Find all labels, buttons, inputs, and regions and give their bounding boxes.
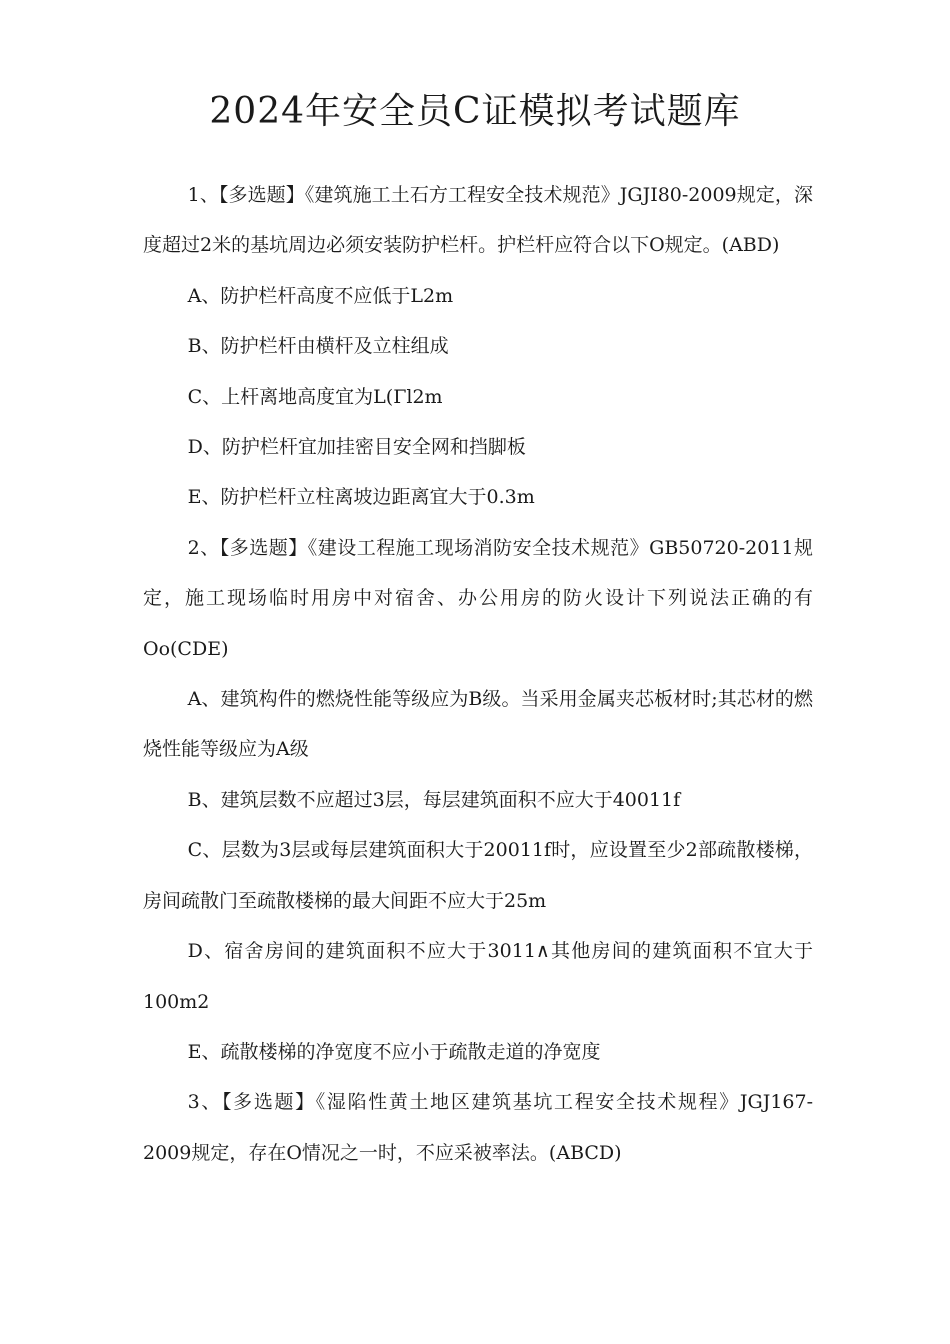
- document-body: [143, 170, 813, 1178]
- question-1-stem: 1、【多选题】《建筑施工土石方工程安全技术规范》JGJI80-2009规定，深度超过2米的基坑周边必须安装防护栏杆。护栏杆应符合以下O规定。(ABD): [143, 184, 813, 257]
- question-1-option-e: E、防护栏杆立柱离坡边距离宜大于0.3m: [187, 486, 535, 509]
- question-2-stem: 2、【多选题】《建设工程施工现场消防安全技术规范》GB50720-2011规定，施工现场临时用房中对宿舍、办公用房的防火设计下列说法正确的有Oo(CDE): [143, 536, 813, 660]
- question-2-option-c: C、层数为3层或每层建筑面积大于20011f时，应设置至少2部疏散楼梯，房间疏散门至疏散楼梯的最大间距不应大于25m: [143, 839, 813, 912]
- question-1-option-b: B、防护栏杆由横杆及立柱组成: [187, 335, 449, 358]
- question-1-option-d: D、防护栏杆宜加挂密目安全网和挡脚板: [187, 436, 526, 459]
- question-2-option-a: A、建筑构件的燃烧性能等级应为B级。当采用金属夹芯板材时;其芯材的燃烧性能等级应为A级: [143, 688, 813, 761]
- question-2-option-e: E、疏散楼梯的净宽度不应小于疏散走道的净宽度: [187, 1040, 601, 1063]
- question-2-option-b: B、建筑层数不应超过3层，每层建筑面积不应大于40011f: [187, 788, 681, 811]
- question-2-option-d: D、宿舍房间的建筑面积不应大于3011∧其他房间的建筑面积不宜大于100m2: [143, 940, 813, 1013]
- question-1-option-c: C、上杆离地高度宜为L(Γl2m: [187, 385, 443, 408]
- question-3-stem: 3、【多选题】《湿陷性黄土地区建筑基坑工程安全技术规程》JGJ167-2009规定，存在O情况之一时，不应采被率法。(ABCD): [143, 1091, 813, 1164]
- question-1-option-a: A、防护栏杆高度不应低于L2m: [187, 284, 454, 307]
- document-title: 2024年安全员C证模拟考试题库: [209, 91, 741, 132]
